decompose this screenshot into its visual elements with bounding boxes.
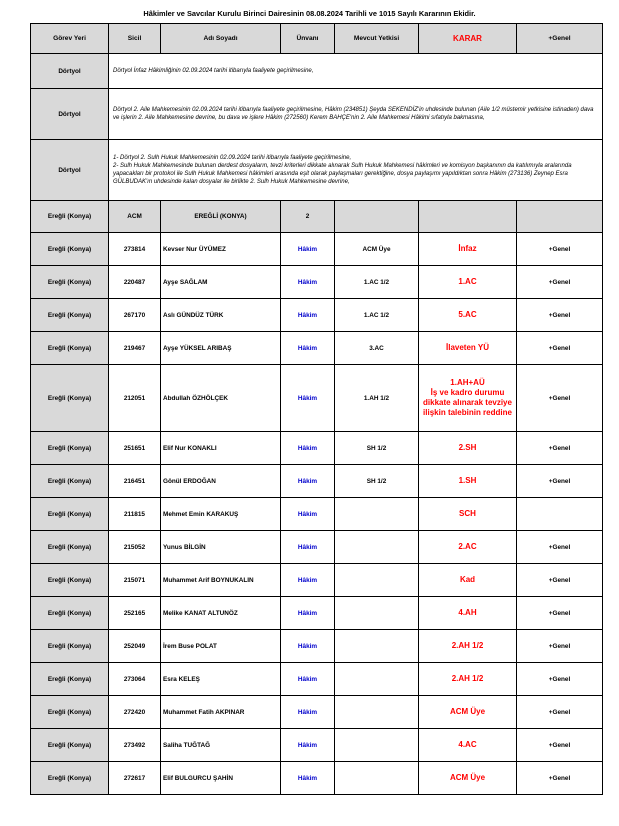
section-type: ACM bbox=[109, 201, 161, 233]
table-row bbox=[31, 663, 603, 696]
cell-name: Elif BULGURCU ŞAHİN bbox=[161, 762, 281, 795]
cell-name: Yunus BİLGİN bbox=[161, 531, 281, 564]
cell-place: Ereğli (Konya) bbox=[31, 663, 109, 696]
cell-name: İrem Buse POLAT bbox=[161, 630, 281, 663]
cell-unvan: Hâkim bbox=[281, 564, 335, 597]
cell-genel: +Genel bbox=[517, 332, 603, 365]
cell-genel: +Genel bbox=[517, 729, 603, 762]
cell-place: Ereğli (Konya) bbox=[31, 233, 109, 266]
cell-place: Ereğli (Konya) bbox=[31, 597, 109, 630]
cell-unvan: Hâkim bbox=[281, 531, 335, 564]
section-empty bbox=[419, 201, 517, 233]
note-row bbox=[31, 140, 603, 201]
cell-place: Ereğli (Konya) bbox=[31, 432, 109, 465]
cell-place: Ereğli (Konya) bbox=[31, 299, 109, 332]
cell-place: Ereğli (Konya) bbox=[31, 266, 109, 299]
table-row bbox=[31, 696, 603, 729]
cell-name: Abdullah ÖZHÖLÇEK bbox=[161, 365, 281, 432]
cell-place: Ereğli (Konya) bbox=[31, 365, 109, 432]
cell-karar: 1.SH bbox=[419, 465, 517, 498]
cell-name: Elif Nur KONAKLI bbox=[161, 432, 281, 465]
cell-unvan: Hâkim bbox=[281, 729, 335, 762]
cell-sicil: 252049 bbox=[109, 630, 161, 663]
header-genel: +Genel bbox=[517, 24, 603, 54]
note-row bbox=[31, 54, 603, 89]
header-gorev-yeri: Görev Yeri bbox=[31, 24, 109, 54]
table-row bbox=[31, 597, 603, 630]
cell-sicil: 273492 bbox=[109, 729, 161, 762]
cell-karar: SCH bbox=[419, 498, 517, 531]
cell-genel: +Genel bbox=[517, 762, 603, 795]
cell-sicil: 267170 bbox=[109, 299, 161, 332]
cell-unvan: Hâkim bbox=[281, 696, 335, 729]
decision-table bbox=[30, 23, 603, 795]
cell-karar: İlaveten YÜ bbox=[419, 332, 517, 365]
cell-place: Ereğli (Konya) bbox=[31, 762, 109, 795]
cell-yetki bbox=[335, 696, 419, 729]
cell-place: Ereğli (Konya) bbox=[31, 696, 109, 729]
cell-karar: ACM Üye bbox=[419, 696, 517, 729]
cell-sicil: 216451 bbox=[109, 465, 161, 498]
table-row bbox=[31, 498, 603, 531]
cell-karar: 4.AC bbox=[419, 729, 517, 762]
note-row bbox=[31, 89, 603, 140]
cell-name: Mehmet Emin KARAKUŞ bbox=[161, 498, 281, 531]
cell-name: Esra KELEŞ bbox=[161, 663, 281, 696]
cell-karar: ACM Üye bbox=[419, 762, 517, 795]
header-mevcut-yetkisi: Mevcut Yetkisi bbox=[335, 24, 419, 54]
cell-genel: +Genel bbox=[517, 365, 603, 432]
table-row bbox=[31, 531, 603, 564]
cell-karar: 2.SH bbox=[419, 432, 517, 465]
cell-sicil: 212051 bbox=[109, 365, 161, 432]
table-row bbox=[31, 299, 603, 332]
table-row bbox=[31, 564, 603, 597]
note-text: 1- Dörtyol 2. Sulh Hukuk Mahkemesinin 02.09.2024 tarihi itibarıyla faaliyete geçirilmesine, 2- Sulh Hukuk Mahkemesinde bulunan derdest dosyaların, tevzi kriterleri dikkate alınarak Sulh Hukuk Mahkemesi hâkimleri ve komisyon başkanının da katılımıyla aralarında yapacakları bir protokol ile Sulh Hukuk Mahkemesi hâkimleri arasında eşit olarak paylaşmaları gerektiğine, dosya paylaşımı yapıldıktan sonra Hâkim (273136) Zeynep Esra GÜLBUDAK'ın uhdesinde kalan dosyalar ile birlikte 2. Sulh Hukuk Mahkemesine devrine, bbox=[109, 140, 603, 201]
cell-name: Ayşe YÜKSEL ARIBAŞ bbox=[161, 332, 281, 365]
table-row bbox=[31, 365, 603, 432]
cell-unvan: Hâkim bbox=[281, 266, 335, 299]
cell-yetki bbox=[335, 498, 419, 531]
cell-unvan: Hâkim bbox=[281, 465, 335, 498]
cell-sicil: 220487 bbox=[109, 266, 161, 299]
cell-yetki: 1.AH 1/2 bbox=[335, 365, 419, 432]
cell-karar: 2.AC bbox=[419, 531, 517, 564]
cell-name: Muhammet Fatih AKPINAR bbox=[161, 696, 281, 729]
cell-genel: +Genel bbox=[517, 465, 603, 498]
note-place: Dörtyol bbox=[31, 54, 109, 89]
cell-genel: +Genel bbox=[517, 663, 603, 696]
section-empty bbox=[517, 201, 603, 233]
cell-yetki: 1.AC 1/2 bbox=[335, 266, 419, 299]
cell-yetki: SH 1/2 bbox=[335, 432, 419, 465]
table-row bbox=[31, 266, 603, 299]
table-header bbox=[31, 24, 603, 54]
cell-unvan: Hâkim bbox=[281, 498, 335, 531]
section-empty bbox=[335, 201, 419, 233]
section-place: Ereğli (Konya) bbox=[31, 201, 109, 233]
cell-yetki bbox=[335, 531, 419, 564]
cell-genel: +Genel bbox=[517, 531, 603, 564]
cell-name: Gönül ERDOĞAN bbox=[161, 465, 281, 498]
cell-genel bbox=[517, 498, 603, 531]
table-row bbox=[31, 332, 603, 365]
cell-unvan: Hâkim bbox=[281, 597, 335, 630]
cell-name: Saliha TUĞTAĞ bbox=[161, 729, 281, 762]
cell-unvan: Hâkim bbox=[281, 630, 335, 663]
cell-name: Aslı GÜNDÜZ TÜRK bbox=[161, 299, 281, 332]
cell-sicil: 273814 bbox=[109, 233, 161, 266]
cell-genel: +Genel bbox=[517, 696, 603, 729]
cell-sicil: 211815 bbox=[109, 498, 161, 531]
cell-genel: +Genel bbox=[517, 630, 603, 663]
cell-unvan: Hâkim bbox=[281, 432, 335, 465]
cell-name: Kevser Nur ÜYÜMEZ bbox=[161, 233, 281, 266]
table-row bbox=[31, 630, 603, 663]
header-karar: KARAR bbox=[419, 24, 517, 54]
cell-yetki bbox=[335, 762, 419, 795]
cell-yetki: ACM Üye bbox=[335, 233, 419, 266]
cell-genel: +Genel bbox=[517, 266, 603, 299]
note-place: Dörtyol bbox=[31, 140, 109, 201]
header-adi-soyadi: Adı Soyadı bbox=[161, 24, 281, 54]
note-place: Dörtyol bbox=[31, 89, 109, 140]
cell-place: Ereğli (Konya) bbox=[31, 332, 109, 365]
cell-karar: Kad bbox=[419, 564, 517, 597]
table-row bbox=[31, 233, 603, 266]
cell-sicil: 272617 bbox=[109, 762, 161, 795]
cell-yetki bbox=[335, 630, 419, 663]
cell-genel: +Genel bbox=[517, 432, 603, 465]
cell-unvan: Hâkim bbox=[281, 299, 335, 332]
section-row bbox=[31, 201, 603, 233]
cell-sicil: 272420 bbox=[109, 696, 161, 729]
header-sicil: Sicil bbox=[109, 24, 161, 54]
document-title: Hâkimler ve Savcılar Kurulu Birinci Dairesinin 08.08.2024 Tarihli ve 1015 Sayılı Kararının Ekidir. bbox=[143, 9, 476, 18]
cell-genel: +Genel bbox=[517, 564, 603, 597]
note-text: Dörtyol İnfaz Hâkimliğinin 02.09.2024 tarihi itibarıyla faaliyete geçirilmesine, bbox=[109, 54, 603, 89]
cell-unvan: Hâkim bbox=[281, 663, 335, 696]
table-row bbox=[31, 729, 603, 762]
cell-yetki bbox=[335, 729, 419, 762]
note-text: Dörtyol 2. Aile Mahkemesinin 02.09.2024 tarihi itibarıyla faaliyete geçirilmesine, Hâkim (234851) Şeyda SEKENDİZ'in uhdesinde bulunan (Aile 1/2 müstemir yetkisine istinaden) dava ve işlerin 2. Aile Mahkemesine devrine, bu dava ve işlere Hâkim (272560) Kerem BAHÇE'nin 2. Aile Mahkemesi Hâkimi sıfatıyla bakmasına, bbox=[109, 89, 603, 140]
cell-unvan: Hâkim bbox=[281, 365, 335, 432]
table-row bbox=[31, 432, 603, 465]
table-row bbox=[31, 465, 603, 498]
cell-genel: +Genel bbox=[517, 233, 603, 266]
cell-sicil: 215052 bbox=[109, 531, 161, 564]
cell-place: Ereğli (Konya) bbox=[31, 498, 109, 531]
section-name: EREĞLİ (KONYA) bbox=[161, 201, 281, 233]
cell-karar: 2.AH 1/2 bbox=[419, 630, 517, 663]
cell-yetki: 1.AC 1/2 bbox=[335, 299, 419, 332]
cell-karar: 1.AC bbox=[419, 266, 517, 299]
cell-place: Ereğli (Konya) bbox=[31, 465, 109, 498]
cell-name: Melike KANAT ALTUNÖZ bbox=[161, 597, 281, 630]
cell-yetki bbox=[335, 597, 419, 630]
cell-sicil: 273064 bbox=[109, 663, 161, 696]
cell-place: Ereğli (Konya) bbox=[31, 729, 109, 762]
cell-karar: İnfaz bbox=[419, 233, 517, 266]
section-count: 2 bbox=[281, 201, 335, 233]
cell-yetki: 3.AC bbox=[335, 332, 419, 365]
cell-yetki bbox=[335, 663, 419, 696]
header-unvani: Ünvanı bbox=[281, 24, 335, 54]
cell-place: Ereğli (Konya) bbox=[31, 564, 109, 597]
cell-yetki bbox=[335, 564, 419, 597]
cell-karar: 1.AH+AÜ İş ve kadro durumu dikkate alınarak tevziye ilişkin talebinin reddine bbox=[419, 365, 517, 432]
cell-genel: +Genel bbox=[517, 299, 603, 332]
cell-unvan: Hâkim bbox=[281, 332, 335, 365]
cell-karar: 5.AC bbox=[419, 299, 517, 332]
cell-place: Ereğli (Konya) bbox=[31, 630, 109, 663]
cell-karar: 2.AH 1/2 bbox=[419, 663, 517, 696]
cell-sicil: 252165 bbox=[109, 597, 161, 630]
cell-yetki: SH 1/2 bbox=[335, 465, 419, 498]
cell-place: Ereğli (Konya) bbox=[31, 531, 109, 564]
cell-sicil: 215071 bbox=[109, 564, 161, 597]
cell-unvan: Hâkim bbox=[281, 233, 335, 266]
cell-name: Muhammet Arif BOYNUKALIN bbox=[161, 564, 281, 597]
cell-karar: 4.AH bbox=[419, 597, 517, 630]
cell-genel: +Genel bbox=[517, 597, 603, 630]
cell-name: Ayşe SAĞLAM bbox=[161, 266, 281, 299]
cell-unvan: Hâkim bbox=[281, 762, 335, 795]
cell-sicil: 219467 bbox=[109, 332, 161, 365]
table-row bbox=[31, 762, 603, 795]
cell-sicil: 251651 bbox=[109, 432, 161, 465]
